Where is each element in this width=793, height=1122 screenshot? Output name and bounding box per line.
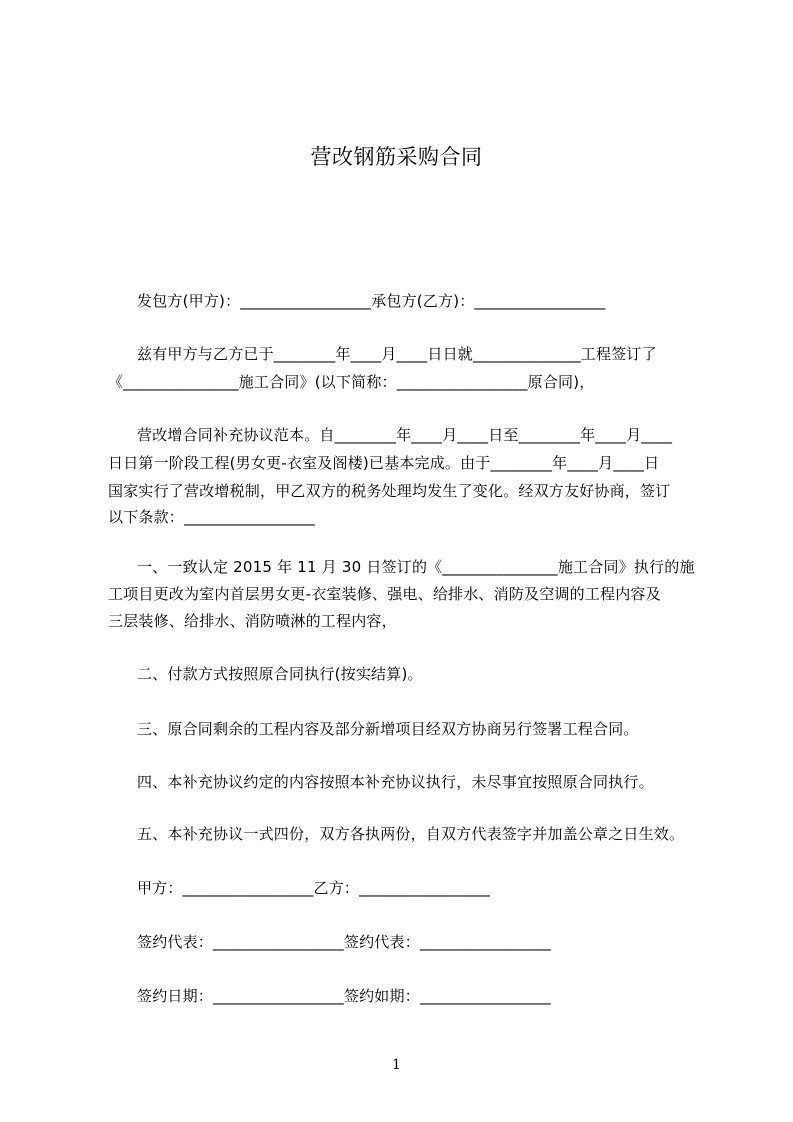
clause-3: 三、原合同剩余的工程内容及部分新增项目经双方协商另行签署工程合同。 bbox=[137, 720, 639, 738]
signature-party-line: 甲方：_________________乙方：_________________ bbox=[137, 879, 491, 897]
clause-1-line-2: 工项目更改为室内首层男女更-衣室装修、强电、给排水、消防及空调的工程内容及 bbox=[108, 585, 661, 603]
intro-line-2: 《_______________施工合同》(以下简称：_________________原合同)， bbox=[108, 373, 595, 391]
signature-representative-line: 签约代表：_________________签约代表：_________________ bbox=[137, 933, 551, 951]
signature-date-line: 签约日期：_________________签约如期：_________________ bbox=[137, 987, 551, 1005]
clause-1-line-1: 一、一致认定 2015 年 11 月 30 日签订的《_______________施工合同》执行的施 bbox=[137, 558, 695, 576]
clause-2: 二、付款方式按照原合同执行(按实结算)。 bbox=[137, 665, 423, 683]
page-number: 1 bbox=[392, 1057, 401, 1073]
clause-4: 四、本补充协议约定的内容按照本补充协议执行，未尽事宜按照原合同执行。 bbox=[137, 773, 654, 791]
background-line-3: 国家实行了营改增税制，甲乙双方的税务处理均发生了变化。经双方友好协商，签订 bbox=[108, 482, 671, 500]
background-line-2: 日日第一阶段工程(男女更-衣室及阁楼)已基本完成。由于________年____月____日 bbox=[108, 454, 660, 472]
intro-line-1: 兹有甲方与乙方已于________年____月____日日就______________工程签订了 bbox=[137, 345, 657, 363]
background-line-1: 营改增合同补充协议范本。自________年____月____日至________年____月____ bbox=[137, 426, 673, 444]
clause-1-line-3: 三层装修、给排水、消防喷淋的工程内容， bbox=[108, 612, 397, 630]
clause-5: 五、本补充协议一式四份，双方各执两份，自双方代表签字并加盖公章之日生效。 bbox=[137, 825, 685, 843]
background-line-4: 以下条款：_________________ bbox=[108, 508, 315, 526]
parties-line: 发包方(甲方)：_________________承包方(乙方)：_________________ bbox=[137, 292, 606, 310]
document-title: 营改钢筋采购合同 bbox=[310, 145, 483, 169]
